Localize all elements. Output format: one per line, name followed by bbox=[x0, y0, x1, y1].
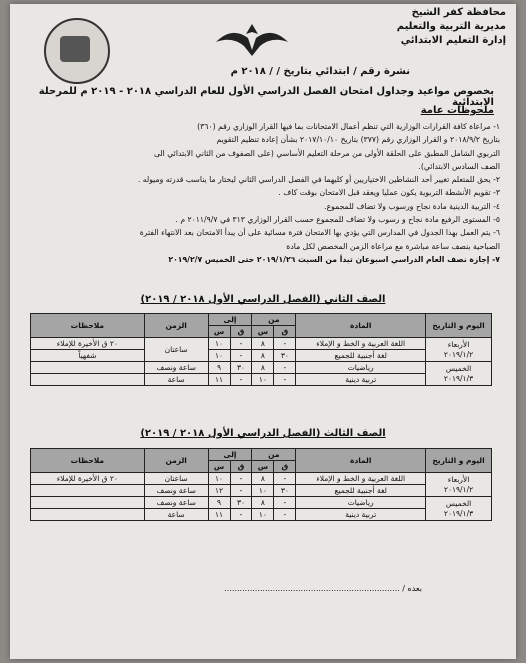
table-row bbox=[31, 350, 492, 362]
subject-cell: تربية دينية bbox=[296, 374, 426, 386]
remarks-cell: ٢٠ ق الأخيرة للإملاء bbox=[31, 338, 145, 350]
from-s-cell: ١٠ bbox=[252, 485, 274, 497]
subject-cell: لغة أجنبية للجميع bbox=[296, 485, 426, 497]
duration-cell: ساعة bbox=[144, 374, 208, 386]
subject-line: بخصوص مواعيد وجداول امتحان الفصل الدراسي الأول للعام الدراسي ٢٠١٨ - ٢٠١٩ م للمرحلة الابتدائية bbox=[38, 86, 494, 108]
duration-cell: ساعة ونصف bbox=[144, 362, 208, 374]
letterhead bbox=[397, 6, 506, 48]
remarks-cell: ٢٠ ق الأخيرة للإملاء bbox=[31, 473, 145, 485]
to-s-header: س bbox=[208, 326, 230, 338]
to-q-cell: ٣٠ bbox=[230, 497, 252, 509]
duration-header: الزمن bbox=[144, 449, 208, 473]
remarks-header: ملاحظات bbox=[31, 314, 145, 338]
note-item: ٧- إجازة نصف العام الدراسي اسبوعان تبدأ من السبت ٢٠١٩/١/٢٦ حتى الخميس ٢٠١٩/٢/٧ bbox=[168, 254, 500, 264]
notes-title: ملحوظات عامة bbox=[420, 105, 494, 116]
governorate-name: محافظة كفر الشيخ bbox=[411, 7, 506, 18]
day-cell: الخميس ٢٠١٩/١/٣ bbox=[426, 497, 492, 521]
day-date-header: اليوم و التاريخ bbox=[426, 314, 492, 338]
from-s-cell: ٨ bbox=[252, 362, 274, 374]
grade2-schedule-table bbox=[30, 313, 492, 386]
from-s-cell: ٨ bbox=[252, 497, 274, 509]
table-row bbox=[31, 509, 492, 521]
remarks-cell bbox=[31, 485, 145, 497]
to-s-cell: ٩ bbox=[208, 497, 230, 509]
duration-cell: ساعة ونصف bbox=[144, 497, 208, 509]
to-s-cell: ١٠ bbox=[208, 350, 230, 362]
duration-header: الزمن bbox=[144, 314, 208, 338]
duration-cell: ساعة bbox=[144, 509, 208, 521]
to-q-cell: - bbox=[230, 374, 252, 386]
from-s-cell: ٨ bbox=[252, 350, 274, 362]
day-cell: الأربعاء ٢٠١٩/١/٢ bbox=[426, 473, 492, 497]
table-row bbox=[31, 338, 492, 350]
subject-cell: تربية دينية bbox=[296, 509, 426, 521]
from-q-cell: - bbox=[274, 338, 296, 350]
remarks-cell bbox=[31, 509, 145, 521]
note-item: الصف السادس الابتدائي). bbox=[418, 161, 500, 171]
to-s-cell: ١٢ bbox=[208, 485, 230, 497]
remarks-cell bbox=[31, 497, 145, 509]
from-s-header: س bbox=[252, 326, 274, 338]
to-q-cell: - bbox=[230, 509, 252, 521]
day-cell: الأربعاء ٢٠١٩/١/٢ bbox=[426, 338, 492, 362]
from-s-cell: ٨ bbox=[252, 473, 274, 485]
from-header: من bbox=[252, 314, 296, 326]
to-s-header: س bbox=[208, 461, 230, 473]
footer-line: بعده / ..................................................................... bbox=[224, 584, 422, 593]
subject-header: المادة bbox=[296, 449, 426, 473]
to-s-cell: ١٠ bbox=[208, 473, 230, 485]
grade2-title: الصف الثاني (الفصل الدراسي الأول ٢٠١٨ / ٢٠١٩) bbox=[140, 294, 386, 305]
from-q-cell: - bbox=[274, 509, 296, 521]
to-q-cell: - bbox=[230, 338, 252, 350]
note-item: بتاريخ ٢٠١٨/٩/٢ و القرار الوزاري رقم (٣٧٧) بتاريخ ٢٠١٧/١٠/١٠ بشأن إعادة تنظيم التقويم bbox=[216, 135, 500, 145]
subject-cell: اللغة العربية و الخط و الإملاء bbox=[296, 473, 426, 485]
to-s-cell: ١١ bbox=[208, 509, 230, 521]
to-header: إلى bbox=[208, 314, 252, 326]
grade3-schedule-table bbox=[30, 448, 492, 521]
note-item: ٢- يحق للمتعلم تغيير أحد النشاطين الاختياريين أو كليهما في الفصل الدراسي الثاني ليختار ما يناسب قدرته وميوله . bbox=[137, 175, 500, 185]
from-q-cell: ٣٠ bbox=[274, 485, 296, 497]
note-item: ٣- تقويم الأنشطة التربوية يكون عمليا ويعقد قبل الامتحان بوقت كاف . bbox=[278, 188, 500, 198]
duration-cell: ساعتان bbox=[144, 338, 208, 362]
subject-cell: رياضيات bbox=[296, 362, 426, 374]
directorate-seal-icon bbox=[44, 18, 110, 84]
subject-cell: اللغة العربية و الخط و الإملاء bbox=[296, 338, 426, 350]
from-q-cell: - bbox=[274, 374, 296, 386]
from-q-cell: - bbox=[274, 497, 296, 509]
from-s-cell: ١٠ bbox=[252, 374, 274, 386]
note-item: التربوي الشامل المطبق على الحلقة الأولى من مرحلة التعليم الأساسي (على الصفوف من الثاني الابتدائي الى bbox=[153, 148, 500, 158]
to-s-cell: ١١ bbox=[208, 374, 230, 386]
note-item: ٦- يتم العمل بهذا الجدول في المدارس التي يؤدي بها الامتحان فترة مسائية على أن يبدأ الامتحان بعد الانتهاء الفترة bbox=[139, 228, 500, 238]
note-item: الصباحية بنصف ساعة مباشرة مع مراعاة الزمن المخصص لكل مادة bbox=[286, 241, 500, 251]
from-s-header: س bbox=[252, 461, 274, 473]
document-page bbox=[10, 4, 516, 659]
day-date-header: اليوم و التاريخ bbox=[426, 449, 492, 473]
remarks-cell bbox=[31, 374, 145, 386]
remarks-cell: شفهياً bbox=[31, 350, 145, 362]
department-name: إدارة التعليم الابتدائي bbox=[400, 35, 506, 46]
remarks-cell bbox=[31, 362, 145, 374]
from-q-cell: - bbox=[274, 362, 296, 374]
subject-header: المادة bbox=[296, 314, 426, 338]
to-q-cell: ٣٠ bbox=[230, 362, 252, 374]
note-item: ٥- المستوى الرفيع مادة نجاح و رسوب ولا تضاف للمجموع حسب القرار الوزاري ٣١٣ في ٢٠١١/٩/٧ م . bbox=[175, 215, 500, 225]
from-q-cell: ٣٠ bbox=[274, 350, 296, 362]
from-q-header: ق bbox=[274, 326, 296, 338]
duration-cell: ساعة ونصف bbox=[144, 485, 208, 497]
from-header: من bbox=[252, 449, 296, 461]
grade3-title: الصف الثالث (الفصل الدراسي الأول ٢٠١٨ / ٢٠١٩) bbox=[140, 428, 386, 439]
day-cell: الخميس ٢٠١٩/١/٣ bbox=[426, 362, 492, 386]
duration-cell: ساعتان bbox=[144, 473, 208, 485]
to-s-cell: ١٠ bbox=[208, 338, 230, 350]
directorate-name: مديرية التربية والتعليم bbox=[396, 21, 506, 32]
from-q-cell: - bbox=[274, 473, 296, 485]
note-item: ٤- التربية الدينية مادة نجاح ورسوب ولا تضاف للمجموع. bbox=[324, 201, 500, 211]
table-row bbox=[31, 485, 492, 497]
table-row bbox=[31, 362, 492, 374]
from-s-cell: ١٠ bbox=[252, 509, 274, 521]
subject-cell: لغة أجنبية للجميع bbox=[296, 350, 426, 362]
to-q-header: ق bbox=[230, 326, 252, 338]
table-row bbox=[31, 497, 492, 509]
subject-cell: رياضيات bbox=[296, 497, 426, 509]
to-q-cell: - bbox=[230, 473, 252, 485]
remarks-header: ملاحظات bbox=[31, 449, 145, 473]
note-item: ١- مراعاة كافة القرارات الوزارية التي تنظم أعمال الامتحانات بما فيها القرار الوزاري رقم (٣٦٠) bbox=[197, 122, 500, 131]
to-q-cell: - bbox=[230, 350, 252, 362]
to-s-cell: ٩ bbox=[208, 362, 230, 374]
to-q-cell: - bbox=[230, 485, 252, 497]
from-q-header: ق bbox=[274, 461, 296, 473]
eagle-emblem-icon bbox=[212, 20, 292, 60]
table-row bbox=[31, 473, 492, 485]
notes-list bbox=[30, 120, 500, 266]
notice-line: نشرة رقم / ابتدائي بتاريخ / / ٢٠١٨ م bbox=[230, 66, 410, 77]
to-q-header: ق bbox=[230, 461, 252, 473]
to-header: إلى bbox=[208, 449, 252, 461]
from-s-cell: ٨ bbox=[252, 338, 274, 350]
table-row bbox=[31, 374, 492, 386]
